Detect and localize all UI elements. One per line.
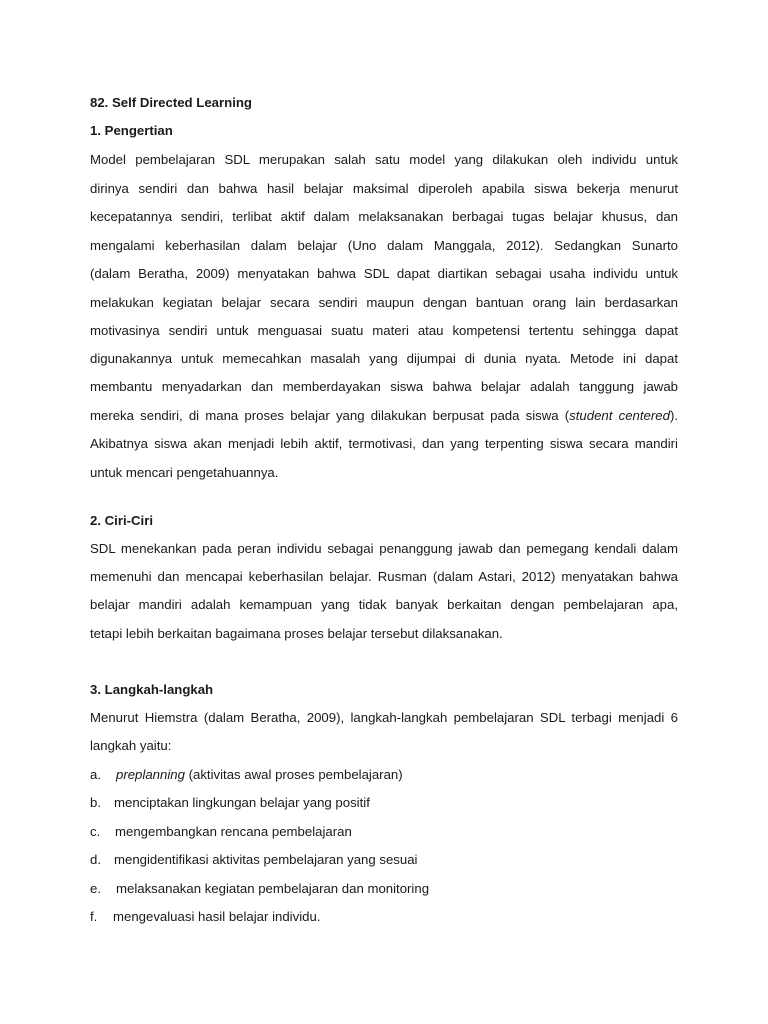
paragraph-line: langkah yaitu:	[90, 738, 172, 753]
paragraph-line: melakukan kegiatan belajar secara sendiri maupun dengan bantuan orang lain berdasarkan	[90, 295, 678, 310]
paragraph-line: Model pembelajaran SDL merupakan salah satu model yang dilakukan oleh individu untuk	[90, 152, 678, 167]
list-marker: f.	[90, 909, 98, 924]
paragraph-line: SDL menekankan pada peran individu sebagai penanggung jawab dan pemegang kendali dalam	[90, 541, 678, 556]
section-heading-ciri-ciri: 2. Ciri-Ciri	[90, 513, 154, 528]
list-marker: b.	[90, 795, 101, 810]
paragraph-line: belajar mandiri adalah kemampuan yang tidak banyak berkaitan dengan pembelajaran apa,	[90, 597, 678, 612]
list-item-text: mengembangkan rencana pembelajaran	[115, 824, 352, 839]
list-item-text	[116, 766, 403, 784]
list-marker: a.	[90, 767, 101, 782]
list-item-description: (aktivitas awal proses pembelajaran)	[184, 767, 403, 782]
list-item-text: mengevaluasi hasil belajar individu.	[113, 909, 321, 924]
paragraph-line: mengalami keberhasilan dalam belajar (Uno dalam Manggala, 2012). Sedangkan Sunarto	[90, 238, 678, 253]
paragraph-line: kecepatannya sendiri, terlibat aktif dalam melaksanakan berbagai tugas belajar khusus, dan	[90, 209, 678, 224]
paragraph-line: tetapi lebih berkaitan bagaimana proses belajar tersebut dilaksanakan.	[90, 626, 503, 641]
paragraph-line: memenuhi dan mencapai keberhasilan belajar. Rusman (dalam Astari, 2012) menyatakan bahwa	[90, 569, 678, 584]
section-heading-pengertian: 1. Pengertian	[90, 123, 173, 138]
paragraph-line: digunakannya untuk memecahkan masalah yang dijumpai di dunia nyata. Metode ini dapat	[90, 351, 678, 366]
list-item-text: menciptakan lingkungan belajar yang positif	[114, 795, 370, 810]
paragraph-line: Menurut Hiemstra (dalam Beratha, 2009), langkah-langkah pembelajaran SDL terbagi menjadi 6	[90, 710, 678, 725]
list-marker: d.	[90, 852, 101, 867]
paragraph-text: ).	[669, 408, 678, 423]
paragraph-line: membantu menyadarkan dan memberdayakan siswa bahwa belajar adalah tanggung jawab	[90, 379, 678, 394]
document-title: 82. Self Directed Learning	[90, 95, 252, 110]
italic-term: preplanning	[116, 767, 185, 782]
section-heading-langkah-langkah: 3. Langkah-langkah	[90, 682, 214, 697]
list-marker: c.	[90, 824, 101, 839]
paragraph-line: dirinya sendiri dan bahwa hasil belajar maksimal diperoleh apabila siswa bekerja menurut	[90, 181, 678, 196]
list-item-text: melaksanakan kegiatan pembelajaran dan monitoring	[116, 881, 430, 896]
paragraph-text: mereka sendiri, di mana proses belajar yang dilakukan berpusat pada siswa (	[90, 408, 570, 423]
paragraph-line: Akibatnya siswa akan menjadi lebih aktif, termotivasi, dan yang terpenting siswa secara mandiri	[90, 436, 678, 451]
paragraph-line: untuk mencari pengetahuannya.	[90, 465, 279, 480]
italic-term: student centered	[569, 408, 670, 423]
paragraph-line	[90, 407, 678, 425]
list-item-text: mengidentifikasi aktivitas pembelajaran yang sesuai	[114, 852, 418, 867]
paragraph-line: (dalam Beratha, 2009) menyatakan bahwa SDL dapat diartikan sebagai usaha individu untuk	[90, 266, 678, 281]
list-marker: e.	[90, 881, 101, 896]
paragraph-line: motivasinya sendiri untuk menguasai suatu materi atau kompetensi tertentu sehingga dapat	[90, 323, 678, 338]
